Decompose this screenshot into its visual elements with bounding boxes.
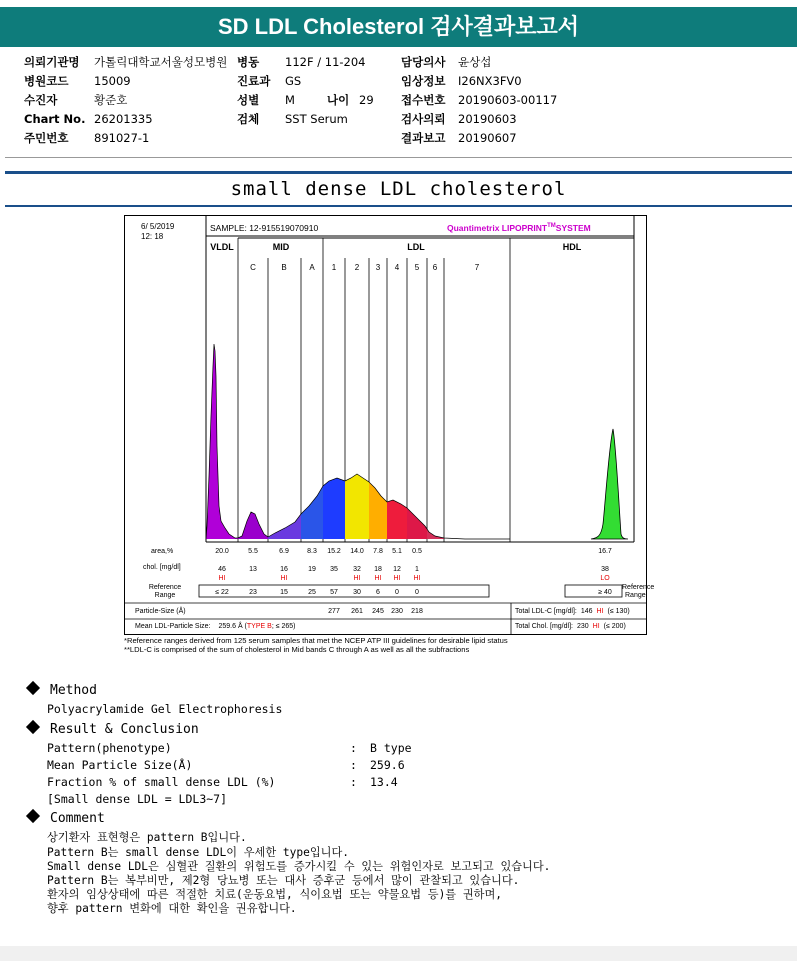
band-label: B [281,263,287,272]
zone-label-ldl: LDL [407,242,425,252]
area-value: 0.5 [412,548,422,555]
report-title: SD LDL Cholesterol 검사결과보고서 [217,14,580,39]
report-date: 6/ 5/2019 [141,222,175,231]
info-right-column [401,53,557,148]
info-row [401,110,557,129]
method-heading [28,683,97,698]
area-value: 20.0 [215,548,229,555]
chol-flag: HI [413,575,421,582]
chol-flag: HI [393,575,401,582]
chol-flag: HI [374,575,382,582]
particle-sizes [328,608,423,615]
ref-value: 30 [353,589,361,596]
zone-label-mid: MID [272,242,290,252]
curve-segment [206,344,238,539]
section-title: small dense LDL cholesterol [230,178,567,200]
report-title-banner [0,7,797,47]
ref-row-label-2: Range [154,592,176,599]
info-label: 담당의사 [401,55,446,69]
info-row [401,129,557,148]
area-value: 8.3 [307,548,317,555]
mean-size-type: TYPE B [246,623,272,630]
info-row [401,72,557,91]
info-row [401,53,557,72]
zone-label-hdl: HDL [562,242,582,252]
particle-size-value: 218 [411,608,423,615]
chol-value: 46 [218,566,226,573]
ref-range-box [199,585,489,597]
band-label: 6 [432,263,438,272]
info-label: 성별 [237,93,260,107]
fraction-values [215,548,422,596]
mean-size-value: 259.6 Å ( [218,623,247,630]
diamond-bullet-icon [26,720,40,734]
info-row [237,72,374,91]
info-row [237,53,374,72]
info-value: 20190603-00117 [458,93,558,107]
ref-value: 6 [376,589,380,596]
info-row [237,91,374,110]
section-rule-bottom [5,205,792,207]
area-value: 15.2 [327,548,341,555]
result-row-value: B type [370,741,412,755]
section-rule-top [5,171,792,174]
info-value: 891027-1 [94,131,150,145]
method-heading-text: Method [50,683,97,698]
comment-heading [28,811,105,826]
result-row-label: Mean Particle Size(Å) [47,758,193,772]
band-labels [250,263,480,272]
hdl-peak-path [591,429,628,539]
area-value: 7.8 [373,548,383,555]
info-value: 29 [359,93,374,107]
ref-value: ≤ 22 [215,589,229,596]
footnote-2: **LDL-C is comprised of the sum of cholesterol in Mid bands C through A as well as all the subfractions [124,645,470,654]
hdl-ref-box [565,585,622,597]
chol-value: 35 [330,566,338,573]
result-row-sep: : [350,741,357,755]
hdl-peak [591,429,628,539]
zone-label-vldl: VLDL [210,242,234,252]
hdl-area: 16.7 [598,548,612,555]
curve-segment [369,482,387,539]
comment-line: 상기환자 표현형은 pattern B입니다. [47,831,247,844]
right-ref-label-2: Range [625,592,646,599]
system-name-main: Quantimetrix LIPOPRINT [447,223,548,233]
info-value: 20190607 [458,131,517,145]
mean-size-label: Mean LDL-Particle Size: [135,623,211,630]
comment-line: 환자의 임상상태에 따른 적절한 치료(운동요법, 식이요법 또는 약물요법 등)를 권하며, [47,888,503,901]
lipoprint-graph [125,216,655,634]
area-value: 5.5 [248,548,258,555]
band-label: 7 [474,263,480,272]
chol-value: 12 [393,566,401,573]
hdl-chol: 38 [601,566,609,573]
chol-flag: HI [353,575,361,582]
info-value: 112F / 11-204 [285,55,366,69]
chol-value: 32 [353,566,361,573]
result-row-value: 259.6 [370,758,405,772]
info-value: M [285,93,295,107]
hdl-ref: ≥ 40 [598,589,612,596]
info-value: 26201335 [94,112,153,126]
info-label: 수진자 [24,93,58,107]
particle-size-value: 230 [391,608,403,615]
total-chol-flag: HI [592,623,600,630]
hdl-flag: LO [600,575,610,582]
band-label: 2 [354,263,360,272]
info-label: 주민번호 [24,131,69,145]
total-ldl-line [515,608,630,615]
info-label: 병동 [237,55,260,69]
area-row-label: area,% [151,548,174,555]
system-name [447,223,591,233]
chol-value: 1 [415,566,419,573]
comment-line: Small dense LDL은 심혈관 질환의 위험도를 증가시킬 수 있는 위험인자로 보고되고 있습니다. [47,860,551,873]
chol-value: 18 [374,566,382,573]
result-row-label: Fraction % of small dense LDL (%) [47,775,276,789]
ref-row-label-1: Reference [148,584,182,591]
band-label: A [309,263,315,272]
info-value: GS [285,74,302,88]
info-middle-column [237,53,374,129]
particle-size-value: 277 [328,608,340,615]
system-suffix: SYSTEM [555,223,591,233]
info-label: 결과보고 [401,131,446,145]
total-ldl-flag: HI [596,608,604,615]
ref-value: 15 [280,589,288,596]
comment-line: Pattern B는 복부비만, 제2형 당뇨병 또는 대사 증후군 등에서 많이 관찰되고 있습니다. [47,874,520,887]
ref-value: 0 [395,589,399,596]
chol-flag: HI [280,575,288,582]
result-heading [28,722,199,737]
info-value: 황준호 [94,93,128,107]
comment-line: Pattern B는 small dense LDL이 우세한 type입니다. [47,846,349,859]
comment-heading-text: Comment [50,811,105,826]
total-ldl-label: Total LDL-C [mg/dl]: [515,608,577,615]
curve-segment [323,478,345,539]
info-left-column [24,53,227,148]
report-time: 12: 18 [141,232,164,241]
info-row [401,91,557,110]
info-row [24,129,227,148]
info-row [24,53,227,72]
bottom-bar [0,946,797,961]
result-row-sep: : [350,758,357,772]
result-note: [Small dense LDL = LDL3~7] [47,792,228,806]
mean-size-ref: ; ≤ 265) [271,623,296,630]
band-label: 1 [331,263,337,272]
curve-segment [407,508,427,539]
ref-value: 23 [249,589,257,596]
info-label: Chart No. [24,112,86,126]
result-row-label: Pattern(phenotype) [47,741,172,755]
info-value: I26NX3FV0 [458,74,522,88]
chol-value: 16 [280,566,288,573]
method-text: Polyacrylamide Gel Electrophoresis [47,702,283,716]
system-tm: TM [547,223,556,229]
curve-segment [268,514,301,539]
area-value: 14.0 [350,548,364,555]
info-label: 진료과 [237,74,271,88]
info-label: 의뢰기관명 [24,55,80,69]
info-label: 병원코드 [24,74,69,88]
info-label: 임상정보 [401,74,446,88]
info-value: 윤상섭 [458,55,492,69]
total-chol-value: 230 [576,623,589,630]
mean-size-line [135,621,296,630]
info-value: 가톨릭대학교서울성모병원 [94,55,228,69]
info-divider [5,157,792,158]
curve-segment [301,486,323,539]
band-label: 5 [414,263,420,272]
info-label: 검사의뢰 [401,112,446,126]
chol-flag: HI [218,575,226,582]
info-label: 검체 [237,112,260,126]
sample-id: SAMPLE: 12-915519070910 [210,223,319,233]
footnote-1: *Reference ranges derived from 125 serum samples that met the NCEP ATP III guidelines for desirable lipid status [124,636,508,645]
diamond-bullet-icon [26,681,40,695]
diamond-bullet-icon [26,809,40,823]
band-label: C [250,263,256,272]
total-ldl-value: 146 [580,608,593,615]
chol-value: 19 [308,566,316,573]
total-chol-ref: (≤ 200) [603,623,626,630]
total-chol-line [515,623,626,630]
ref-value: 25 [308,589,316,596]
area-value: 5.1 [392,548,402,555]
ref-value: 0 [415,589,419,596]
result-row-sep: : [350,775,357,789]
total-chol-label: Total Chol. [mg/dl]: [515,623,573,630]
info-label: 나이 [327,93,350,107]
chol-row-label: chol. [mg/dl] [143,564,181,571]
lipoprint-report [124,215,655,635]
area-value: 6.9 [279,548,289,555]
right-ref-label-1: Reference [622,584,655,591]
comment-line: 향후 pattern 변화에 대한 확인을 권유합니다. [47,902,297,915]
info-row [24,110,227,129]
band-label: 3 [375,263,381,272]
band-label: 4 [394,263,400,272]
info-label: 접수번호 [401,93,446,107]
info-row [237,110,374,129]
curve-segment [345,474,369,539]
chol-value: 13 [249,566,257,573]
result-row-value: 13.4 [370,775,398,789]
particle-size-value: 245 [372,608,384,615]
electrophoresis-curve [206,344,510,539]
info-value: 15009 [94,74,131,88]
info-row [24,91,227,110]
info-value: SST Serum [285,112,348,126]
total-ldl-ref: (≤ 130) [607,608,630,615]
particle-size-label: Particle-Size (Å) [135,608,186,615]
particle-size-value: 261 [351,608,363,615]
ref-value: 57 [330,589,338,596]
info-row [24,72,227,91]
info-value: 20190603 [458,112,517,126]
result-heading-text: Result & Conclusion [50,722,199,737]
